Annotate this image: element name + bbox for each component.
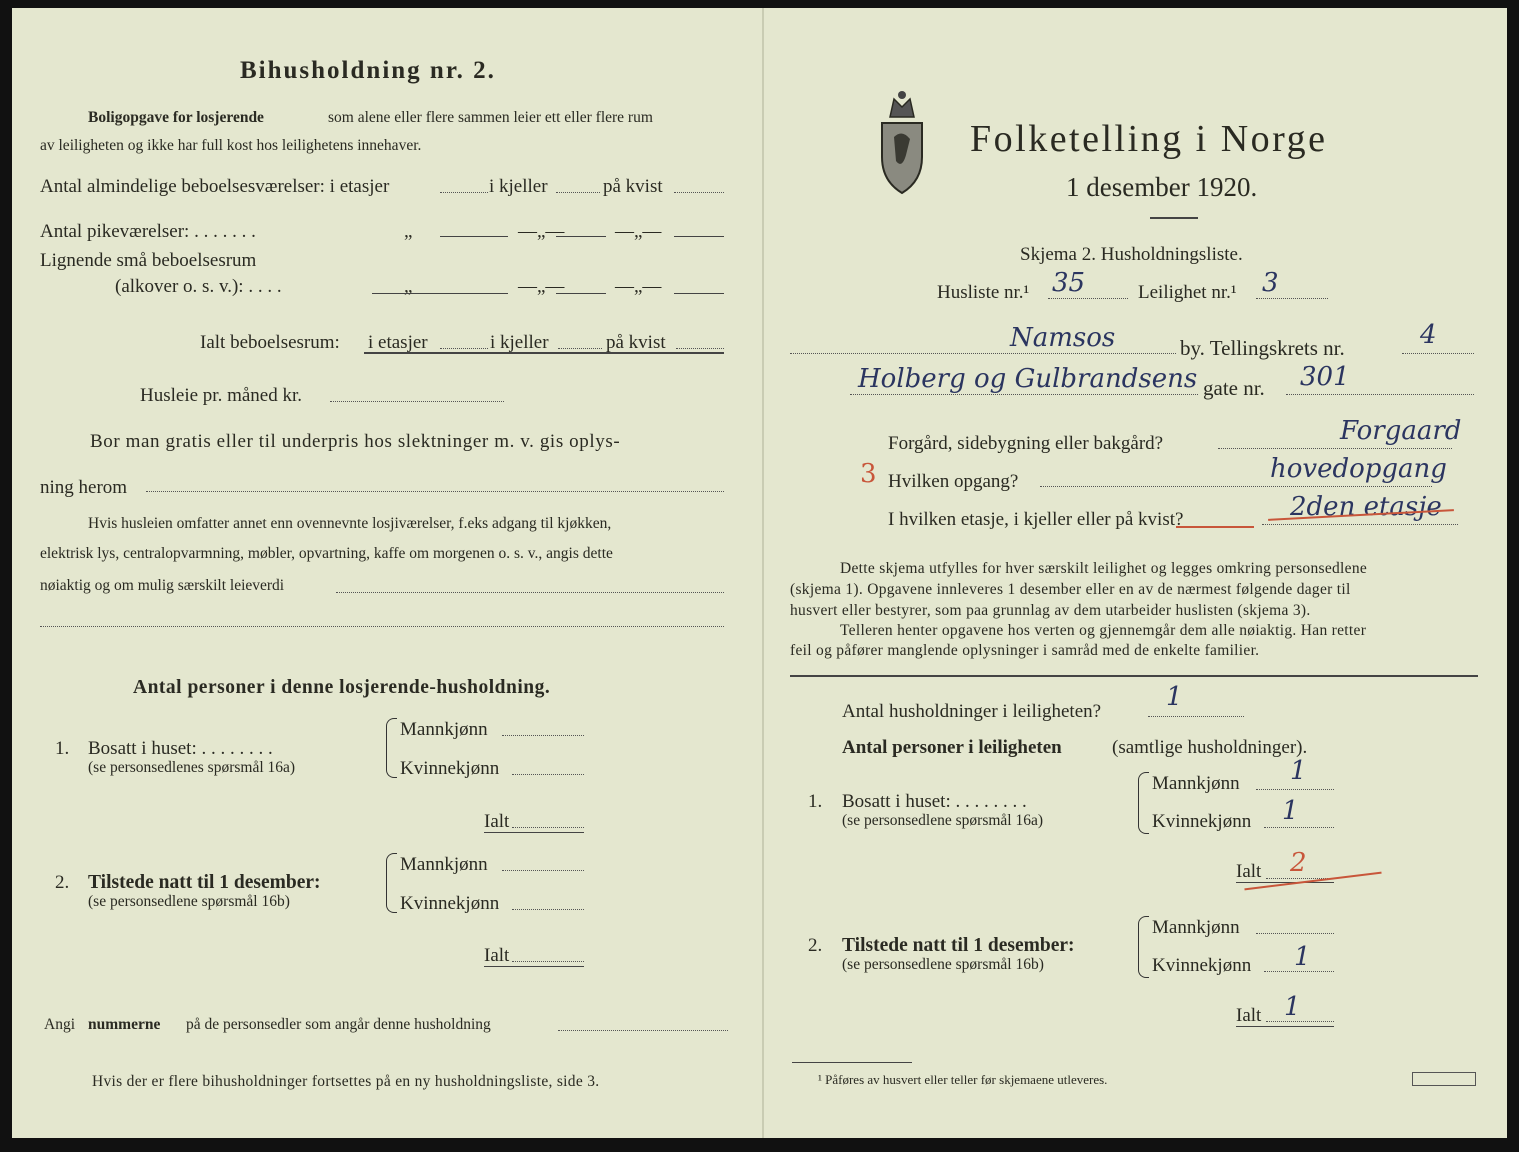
alkover-ditto: „ (404, 276, 413, 297)
alkover-line-2[interactable] (556, 293, 606, 294)
pike-line-1[interactable] (440, 236, 508, 237)
street-line[interactable] (850, 394, 1198, 395)
right-q1-mann-line[interactable] (1256, 789, 1334, 790)
right-q1-mann: Mannkjønn (1152, 773, 1240, 794)
ialt-kvist: på kvist (606, 332, 666, 353)
right-persons-rest: (samtlige husholdninger). (1112, 737, 1308, 758)
right-q2-mann-line[interactable] (1256, 933, 1334, 934)
right-q2-ialt-line[interactable] (1266, 1021, 1334, 1022)
husleie-label: Husleie pr. måned kr. (140, 385, 302, 406)
left-q2-sub: (se personsedlene spørsmål 16b) (88, 893, 290, 910)
lignende-label: Lignende små beboelsesrum (40, 250, 257, 271)
right-q1-ialt-value: 2 (1290, 848, 1307, 878)
census-date: 1 desember 1920. (1066, 172, 1258, 202)
left-q2-label: Tilstede natt til 1 desember: (88, 872, 321, 893)
gate-line[interactable] (1286, 394, 1474, 395)
left-q1-num: 1. (55, 738, 70, 759)
left-q2-num: 2. (55, 872, 70, 893)
hush-line[interactable] (1148, 716, 1244, 717)
left-persons-heading: Antal personer i denne losjerende-husholdning. (133, 677, 551, 698)
info-line2: (skjema 1). Opgavene innleveres 1 desember eller en av de nærmest følgende dager til (790, 581, 1351, 598)
rooms-kvist: på kvist (603, 176, 663, 197)
forgard-value: Forgaard (1340, 416, 1462, 446)
gate-label: gate nr. (1203, 376, 1265, 400)
alkover-ditto-3: —„— (615, 276, 662, 297)
pike-line-2[interactable] (556, 236, 606, 237)
husliste-label: Husliste nr.¹ (937, 282, 1030, 303)
right-q2-ialt-value: 1 (1284, 992, 1301, 1022)
alkover-label: (alkover o. s. v.): . . . . (115, 276, 282, 297)
etasje-line[interactable] (1262, 524, 1458, 525)
right-q1-kvinne-line[interactable] (1264, 827, 1334, 828)
right-q2-mann: Mannkjønn (1152, 917, 1240, 938)
skjema-label: Skjema 2. Husholdningsliste. (1020, 244, 1243, 265)
alkover-line-1[interactable] (372, 293, 508, 294)
city-line[interactable] (790, 353, 1176, 354)
pike-ditto-2: —„— (518, 221, 565, 242)
hvis-line1: Hvis husleien omfatter annet enn ovennevnte losjiværelser, f.eks adgang til kjøkken, (88, 515, 612, 532)
husleie-line[interactable] (330, 401, 504, 402)
page-fold (762, 8, 764, 1138)
left-q2-ialt-line[interactable] (512, 961, 584, 962)
ialt-etasjer-line[interactable] (440, 348, 488, 349)
norway-coat-of-arms (876, 85, 928, 199)
left-q2-brace (386, 853, 397, 913)
right-q1-kvinne-value: 1 (1282, 796, 1299, 826)
hush-value: 1 (1166, 682, 1183, 712)
left-q1-sub: (se personsedlenes spørsmål 16a) (88, 759, 296, 776)
right-q1-kvinne: Kvinnekjønn (1152, 811, 1252, 832)
angi-label-2: på de personsedler som angår denne husholdning (186, 1016, 491, 1033)
city-value: Namsos (1010, 323, 1116, 353)
intro-line2: av leiligheten og ikke har full kost hos leilighetens innehaver. (40, 137, 422, 154)
pike-line-3[interactable] (674, 236, 724, 237)
opgang-label: Hvilken opgang? (888, 471, 1019, 492)
left-q1-kvinne: Kvinnekjønn (400, 758, 500, 779)
pike-label: Antal pikeværelser: . . . . . . . (40, 221, 256, 242)
left-q1-brace (386, 718, 397, 778)
title-rule (1150, 217, 1198, 219)
husliste-line[interactable] (1048, 298, 1128, 299)
left-q1-ialt-line[interactable] (512, 827, 584, 828)
left-q1-kvinne-line[interactable] (512, 774, 584, 775)
right-q2-kvinne: Kvinnekjønn (1152, 955, 1252, 976)
opgang-correction-mark: 3 (860, 459, 877, 489)
footnote-rule (792, 1062, 912, 1063)
leilighet-line[interactable] (1256, 298, 1328, 299)
left-q1-mann-line[interactable] (502, 735, 584, 736)
rooms-kjeller-line[interactable] (556, 192, 600, 193)
gate-value: 301 (1300, 362, 1350, 392)
left-q1-ialt-underline (484, 832, 584, 833)
krets-line[interactable] (1402, 353, 1474, 354)
right-persons-bold: Antal personer i leiligheten (842, 737, 1062, 758)
rooms-label: Antal almindelige beboelsesværelser: i etasjer (40, 176, 390, 197)
intro-bold: Boligopgave for losjerende (88, 109, 264, 126)
hvis-line3: nøiaktig og om mulig særskilt leieverdi (40, 577, 285, 594)
footnote: ¹ Påføres av husvert eller teller før skjemaene utleveres. (818, 1072, 1108, 1087)
alkover-ditto-2: —„— (518, 276, 565, 297)
right-q2-ialt: Ialt (1236, 1005, 1262, 1026)
hvis-extra-line[interactable] (40, 626, 724, 627)
left-q2-mann-line[interactable] (502, 870, 584, 871)
by-label: by. Tellingskrets nr. (1180, 336, 1345, 360)
hvis-line2: elektrisk lys, centralopvarmning, møbler, opvartning, kaffe om morgenen o. s. v., angis dette (40, 545, 613, 562)
leilighet-value: 3 (1262, 268, 1279, 298)
printer-stamp (1412, 1072, 1476, 1086)
right-q1-brace (1138, 772, 1149, 834)
right-q2-label: Tilstede natt til 1 desember: (842, 935, 1075, 956)
bor-man-line1: Bor man gratis eller til underpris hos slektninger m. v. gis oplys- (90, 431, 621, 452)
info-line5: feil og påfører manglende oplysninger i samråd med de enkelte familier. (790, 642, 1260, 659)
left-q1-mann: Mannkjønn (400, 719, 488, 740)
leilighet-label: Leilighet nr.¹ (1138, 282, 1237, 303)
right-q2-ialt-underline (1236, 1026, 1334, 1027)
angi-bold: nummerne (88, 1016, 161, 1033)
ialt-kvist-line[interactable] (676, 348, 724, 349)
right-q1-ialt: Ialt (1236, 861, 1262, 882)
bor-man-line[interactable] (146, 491, 724, 492)
right-divider (790, 675, 1478, 677)
right-q2-kvinne-line[interactable] (1264, 971, 1334, 972)
right-q2-brace (1138, 916, 1149, 978)
pike-ditto-3: —„— (615, 221, 662, 242)
rooms-kvist-line[interactable] (674, 192, 724, 193)
rooms-etasjer-line[interactable] (440, 192, 488, 193)
angi-line[interactable] (558, 1030, 728, 1031)
street-value: Holberg og Gulbrandsens (858, 364, 1198, 394)
etasje-label: I hvilken etasje, i kjeller eller på kvist? (888, 509, 1184, 530)
right-q1-num: 1. (808, 791, 823, 812)
right-q2-kvinne-value: 1 (1294, 942, 1311, 972)
left-q2-ialt: Ialt (484, 945, 510, 966)
left-q2-mann: Mannkjønn (400, 854, 488, 875)
alkover-line-3[interactable] (674, 293, 724, 294)
husliste-value: 35 (1052, 268, 1086, 298)
rooms-kjeller: i kjeller (489, 176, 548, 197)
bor-man-line2: ning herom (40, 477, 128, 498)
right-q1-label: Bosatt i huset: . . . . . . . . (842, 791, 1027, 812)
left-footer: Hvis der er flere bihusholdninger fortsettes på en ny husholdningsliste, side 3. (92, 1073, 600, 1090)
krets-value: 4 (1420, 320, 1437, 350)
left-title: Bihusholdning nr. 2. (240, 57, 496, 84)
opgang-line[interactable] (1040, 486, 1432, 487)
etasje-value: 2den etasje (1290, 492, 1442, 522)
right-q1-sub: (se personsedlene spørsmål 16a) (842, 812, 1044, 829)
right-title: Folketelling i Norge (970, 118, 1328, 160)
angi-label-1: Angi (44, 1016, 75, 1033)
left-q2-kvinne-line[interactable] (512, 909, 584, 910)
ialt-rooms-underline (364, 352, 724, 354)
right-q2-sub: (se personsedlene spørsmål 16b) (842, 956, 1044, 973)
opgang-value: hovedopgang (1270, 454, 1447, 484)
left-q2-ialt-underline (484, 966, 584, 967)
forgard-label: Forgård, sidebygning eller bakgård? (888, 433, 1164, 454)
left-q1-label: Bosatt i huset: . . . . . . . . (88, 738, 273, 759)
forgard-line[interactable] (1218, 448, 1452, 449)
intro-rest: som alene eller flere sammen leier ett eller flere rum (328, 109, 653, 126)
left-q1-ialt: Ialt (484, 811, 510, 832)
right-q1-mann-value: 1 (1290, 756, 1307, 786)
hvis-line[interactable] (336, 592, 724, 593)
ialt-rooms-label: Ialt beboelsesrum: (200, 332, 340, 353)
hush-label: Antal husholdninger i leiligheten? (842, 701, 1102, 722)
right-q2-num: 2. (808, 935, 823, 956)
etasje-red-underline (1176, 526, 1254, 528)
pike-ditto: „ (404, 221, 413, 242)
ialt-kjeller: i kjeller (490, 332, 549, 353)
ialt-kjeller-line[interactable] (558, 348, 602, 349)
ialt-etasjer: i etasjer (368, 332, 428, 353)
info-line3: husvert eller bestyrer, som paa grunnlag av dem utarbeider huslisten (skjema 3). (790, 602, 1311, 619)
info-line4: Telleren henter opgavene hos verten og gjennemgår dem alle nøiaktig. Han retter (840, 622, 1367, 639)
left-q2-kvinne: Kvinnekjønn (400, 893, 500, 914)
info-line1: Dette skjema utfylles for hver særskilt leilighet og legges omkring personsedlene (840, 560, 1368, 577)
